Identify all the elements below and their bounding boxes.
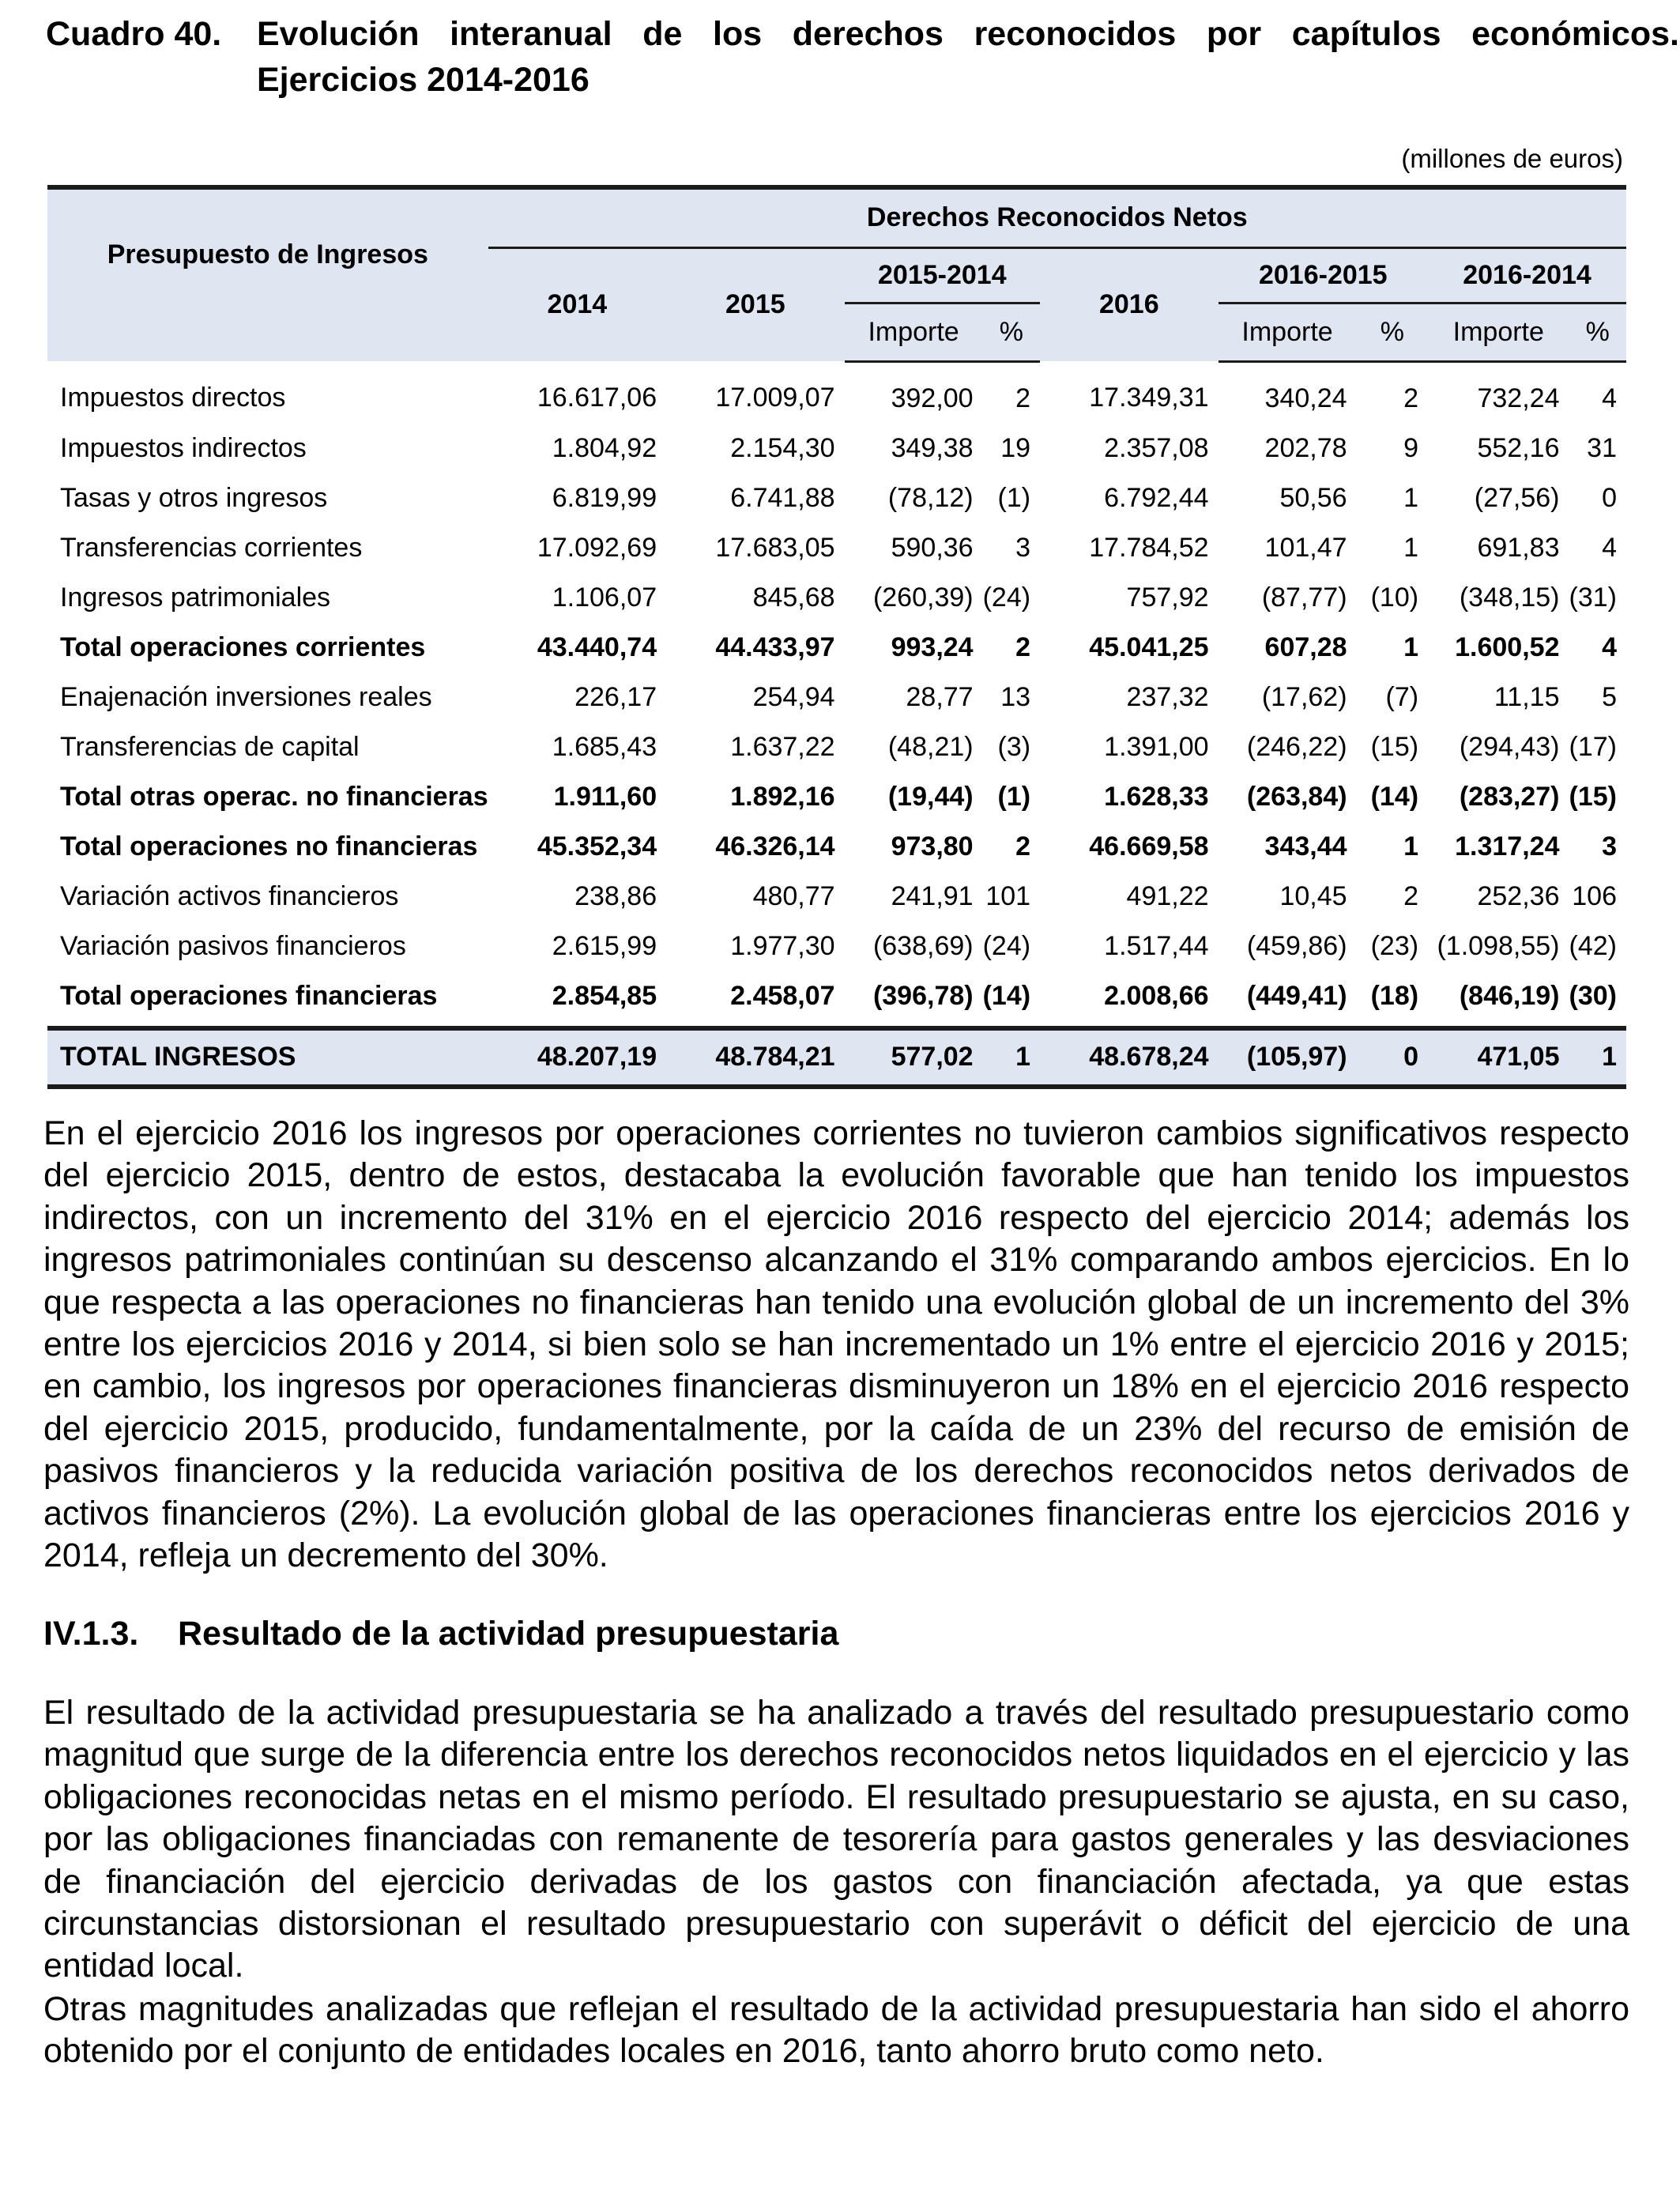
table-row	[47, 623, 1626, 673]
table-cell: (78,12)	[887, 482, 974, 513]
table-cell: (459,86)	[1246, 930, 1347, 961]
table-cell: (17,62)	[1261, 681, 1347, 712]
row-label: Variación pasivos financieros	[60, 930, 406, 961]
paragraph-result: El resultado de la actividad presupuestaria se ha analizado a través del resultado presupuestario como magnitud que surge de la diferencia entre los derechos reconocidos netos liquidados en el ejercicio y las obligaciones reconocidas netas en el mismo período. El resultado presupuestario se ajusta, en su caso, por las obligaciones financiadas con remanente de tesorería para gastos generales y las desviaciones de financiación del ejercicio derivadas de los gastos con financiación afectada, ya que estas circunstancias distorsionan el resultado presupuestario con superávit o déficit del ejercicio de una entidad local.	[43, 1694, 1629, 1985]
table-cell: (348,15)	[1459, 582, 1560, 613]
table-cell: (15)	[1569, 781, 1617, 812]
table-cell: (42)	[1569, 930, 1617, 961]
table-cell: (283,27)	[1459, 781, 1560, 812]
table-cell: 1	[1403, 631, 1419, 662]
table-cell: 17.784,52	[1089, 532, 1209, 563]
revenue-table	[47, 185, 1626, 1089]
table-cell: 2.154,30	[730, 432, 835, 463]
table-cell: 9	[1403, 432, 1419, 463]
row-label: Total operaciones no financieras	[60, 831, 478, 861]
table-cell: 349,38	[891, 432, 974, 463]
table-cell: 1.600,52	[1455, 631, 1560, 662]
row-label: Ingresos patrimoniales	[60, 582, 331, 613]
table-cell: 6.741,88	[730, 482, 835, 513]
table-cell: 552,16	[1477, 432, 1560, 463]
table-cell: 46.669,58	[1089, 831, 1209, 861]
table-cell: 19	[1000, 432, 1031, 463]
table-cell: 238,86	[574, 880, 657, 911]
table-cell: (48,21)	[887, 731, 974, 762]
table-cell: 6.792,44	[1104, 482, 1209, 513]
header-pct: %	[983, 303, 1040, 361]
table-cell: 101	[985, 880, 1031, 911]
table-cell: 1.517,44	[1104, 930, 1209, 961]
row-label: Transferencias corrientes	[60, 532, 363, 563]
table-cell: 491,22	[1126, 880, 1209, 911]
table-cell: 16.617,06	[537, 382, 657, 413]
table-cell: 607,28	[1264, 631, 1347, 662]
table-cell: (24)	[982, 582, 1031, 613]
table-cell: 6.819,99	[552, 482, 657, 513]
caption-title: Evolución interanual de los derechos reconocidos por capítulos económicos. Ejercicios 2014-2016	[257, 15, 1679, 99]
table-cell: 10,45	[1279, 880, 1347, 911]
table-cell: 13	[1000, 681, 1031, 712]
table-cell: 252,36	[1477, 880, 1560, 911]
table-cell: 0	[1357, 1028, 1429, 1087]
table-cell: 2	[1015, 631, 1031, 662]
table-row	[47, 573, 1626, 623]
table-row	[47, 772, 1626, 822]
header-row-label: Presupuesto de Ingresos	[47, 187, 488, 361]
row-label: Tasas y otros ingresos	[60, 482, 328, 513]
table-cell: (14)	[1370, 781, 1419, 812]
table-cell: 43.440,74	[537, 631, 657, 662]
table-cell: (87,77)	[1261, 582, 1347, 613]
table-row	[47, 722, 1626, 772]
table-cell: 101,47	[1264, 532, 1347, 563]
table-row	[47, 673, 1626, 722]
table-cell: 48.207,19	[488, 1028, 666, 1087]
table-cell: 44.433,97	[715, 631, 835, 662]
table-row	[47, 822, 1626, 872]
total-label: TOTAL INGRESOS	[47, 1028, 488, 1087]
header-2014: 2014	[488, 247, 666, 361]
row-label: Total operaciones financieras	[60, 980, 438, 1011]
table-cell: (1)	[997, 482, 1031, 513]
table-cell: 202,78	[1264, 432, 1347, 463]
table-cell: (1.098,55)	[1437, 930, 1560, 961]
section-title: Resultado de la actividad presupuestaria	[178, 1615, 839, 1653]
row-label: Variación activos financieros	[60, 880, 399, 911]
table-cell: 3	[1015, 532, 1031, 563]
table-cell: (15)	[1370, 731, 1419, 762]
table-cell: (294,43)	[1459, 731, 1560, 762]
row-label: Enajenación inversiones reales	[60, 681, 432, 712]
table-cell: 50,56	[1279, 482, 1347, 513]
header-2016: 2016	[1040, 247, 1218, 361]
row-label: Transferencias de capital	[60, 731, 360, 762]
table-cell: 17.683,05	[715, 532, 835, 563]
header-2016-2015: 2016-2015	[1219, 247, 1429, 303]
table-cell: 31	[1587, 432, 1617, 463]
table-cell: (19,44)	[887, 781, 974, 812]
table-cell: 241,91	[891, 880, 974, 911]
table-cell: 5	[1602, 681, 1617, 712]
table-cell: (17)	[1569, 731, 1617, 762]
table-cell: (23)	[1370, 930, 1419, 961]
table-cell: 237,32	[1126, 681, 1209, 712]
table-cell: 845,68	[752, 582, 835, 613]
table-cell: 2	[1403, 383, 1419, 413]
table-cell: 17.349,31	[1089, 382, 1209, 413]
table-cell: 340,24	[1264, 383, 1347, 413]
table-cell: 1.317,24	[1455, 831, 1560, 861]
table-cell: (638,69)	[872, 930, 974, 961]
table-cell: (396,78)	[872, 980, 974, 1011]
table-cell: 993,24	[891, 631, 974, 662]
table-cell: 480,77	[752, 880, 835, 911]
table-footer	[47, 1028, 1626, 1087]
table-row	[47, 361, 1626, 424]
table-cell: (846,19)	[1459, 980, 1560, 1011]
table-cell: 1	[1569, 1028, 1626, 1087]
table-cell: 757,92	[1126, 582, 1209, 613]
table-cell: (14)	[982, 980, 1031, 1011]
section-heading	[43, 1611, 838, 1657]
table-cell: (10)	[1370, 582, 1419, 613]
paragraph-analysis: En el ejercicio 2016 los ingresos por operaciones corrientes no tuvieron cambios significativos respecto del ejercicio 2015, dentro de estos, destacaba la evolución favorable que han tenido los impuestos indirectos, con un incremento del 31% en el ejercicio 2016 respecto del ejercicio 2014; además los ingresos patrimoniales continúan su descenso alcanzando el 31% comparando ambos ejercicios. En lo que respecta a las operaciones no financieras han tenido una evolución global de un incremento del 3% entre los ejercicios 2016 y 2014, si bien solo se han incrementado un 1% entre el ejercicio 2016 y 2015; en cambio, los ingresos por operaciones financieras disminuyeron un 18% en el ejercicio 2016 respecto del ejercicio 2015, producido, fundamentalmente, por la caída de un 23% del recurso de emisión de pasivos financieros y la reducida variación positiva de los derechos reconocidos netos derivados de activos financieros (2%). La evolución global de las operaciones financieras entre los ejercicios 2016 y 2014, refleja un decremento del 30%.	[43, 1114, 1629, 1575]
table-cell: 1	[1403, 831, 1419, 861]
table-cell: 343,44	[1264, 831, 1347, 861]
table-cell: 1.892,16	[730, 781, 835, 812]
table-cell: (260,39)	[872, 582, 974, 613]
table-cell: (1)	[997, 781, 1031, 812]
table-cell: 0	[1602, 482, 1617, 513]
table-cell: 1.628,33	[1104, 781, 1209, 812]
table-cell: 471,05	[1428, 1028, 1569, 1087]
table-cell: (449,41)	[1246, 980, 1347, 1011]
table-cell: (263,84)	[1246, 781, 1347, 812]
table-cell: 17.009,07	[715, 382, 835, 413]
header-importe: Importe	[845, 303, 983, 361]
table-cell: 1.106,07	[552, 582, 657, 613]
table-cell: 1.637,22	[730, 731, 835, 762]
table-cell: 2.357,08	[1104, 432, 1209, 463]
table-cell: 48.678,24	[1040, 1028, 1218, 1087]
table-cell: 17.092,69	[537, 532, 657, 563]
table-cell: 11,15	[1494, 681, 1560, 712]
header-2015: 2015	[666, 247, 844, 361]
table-cell: 226,17	[574, 681, 657, 712]
table-cell: 973,80	[891, 831, 974, 861]
table-cell: 691,83	[1477, 532, 1560, 563]
table-cell: (30)	[1569, 980, 1617, 1011]
total-row	[47, 1028, 1626, 1087]
table-cell: 1	[983, 1028, 1040, 1087]
table-cell: 4	[1602, 532, 1617, 563]
table-cell: 46.326,14	[715, 831, 835, 861]
table-cell: (3)	[997, 731, 1031, 762]
section-number: IV.1.3.	[43, 1615, 139, 1653]
table-row	[47, 971, 1626, 1028]
table-row	[47, 473, 1626, 523]
table-cell: 2.458,07	[730, 980, 835, 1011]
table-cell: (7)	[1385, 681, 1419, 712]
table-cell: 590,36	[891, 532, 974, 563]
table-cell: 577,02	[845, 1028, 983, 1087]
header-importe: Importe	[1219, 303, 1357, 361]
table-cell: 4	[1602, 383, 1617, 413]
table-cell: 1.911,60	[553, 781, 657, 812]
table-row	[47, 523, 1626, 573]
table-cell: 1.391,00	[1104, 731, 1209, 762]
row-label: Impuestos directos	[60, 382, 286, 413]
table-cell: 2.615,99	[552, 930, 657, 961]
table-cell: 106	[1572, 880, 1617, 911]
units-note: (millones de euros)	[1401, 144, 1623, 173]
table-cell: (18)	[1370, 980, 1419, 1011]
table-cell: 1	[1403, 482, 1419, 513]
table-cell: 45.352,34	[537, 831, 657, 861]
table-cell: 2	[1015, 383, 1031, 413]
table-cell: 2	[1015, 831, 1031, 861]
paragraph-savings: Otras magnitudes analizadas que reflejan el resultado de la actividad presupuestaria han sido el ahorro obtenido por el conjunto de entidades locales en 2016, tanto ahorro bruto como neto.	[43, 1990, 1629, 2071]
table-body	[47, 361, 1626, 1028]
table-cell: 2.854,85	[552, 980, 657, 1011]
table-cell: 1.977,30	[730, 930, 835, 961]
table-cell: 3	[1602, 831, 1617, 861]
table-row	[47, 424, 1626, 473]
table-cell: (105,97)	[1219, 1028, 1357, 1087]
table-cell: 1.804,92	[552, 432, 657, 463]
header-importe: Importe	[1428, 303, 1569, 361]
table-cell: 2.008,66	[1104, 980, 1209, 1011]
table-cell: 1.685,43	[552, 731, 657, 762]
table-cell: 48.784,21	[666, 1028, 844, 1087]
row-label: Total operaciones corrientes	[60, 631, 426, 662]
table-cell: 2	[1403, 880, 1419, 911]
caption-label: Cuadro 40.	[46, 15, 222, 53]
table-cell: 254,94	[752, 681, 835, 712]
table-cell: (246,22)	[1246, 731, 1347, 762]
row-label: Impuestos indirectos	[60, 432, 307, 463]
header-2016-2014: 2016-2014	[1428, 247, 1626, 303]
header-group: Derechos Reconocidos Netos	[488, 187, 1626, 247]
header-pct: %	[1357, 303, 1429, 361]
table-cell: 732,24	[1477, 383, 1560, 413]
table-cell: (24)	[982, 930, 1031, 961]
table-cell: 45.041,25	[1089, 631, 1209, 662]
header-2015-2014: 2015-2014	[845, 247, 1040, 303]
table-cell: 1	[1403, 532, 1419, 563]
table-cell: 28,77	[906, 681, 974, 712]
table-cell: 392,00	[891, 383, 974, 413]
table-cell: (27,56)	[1474, 482, 1560, 513]
header-pct: %	[1569, 303, 1626, 361]
table-header	[47, 187, 1626, 361]
table-cell: 4	[1602, 631, 1617, 662]
row-label: Total otras operac. no financieras	[60, 781, 488, 812]
table-row	[47, 872, 1626, 922]
table-cell: (31)	[1569, 582, 1617, 613]
table-row	[47, 922, 1626, 971]
